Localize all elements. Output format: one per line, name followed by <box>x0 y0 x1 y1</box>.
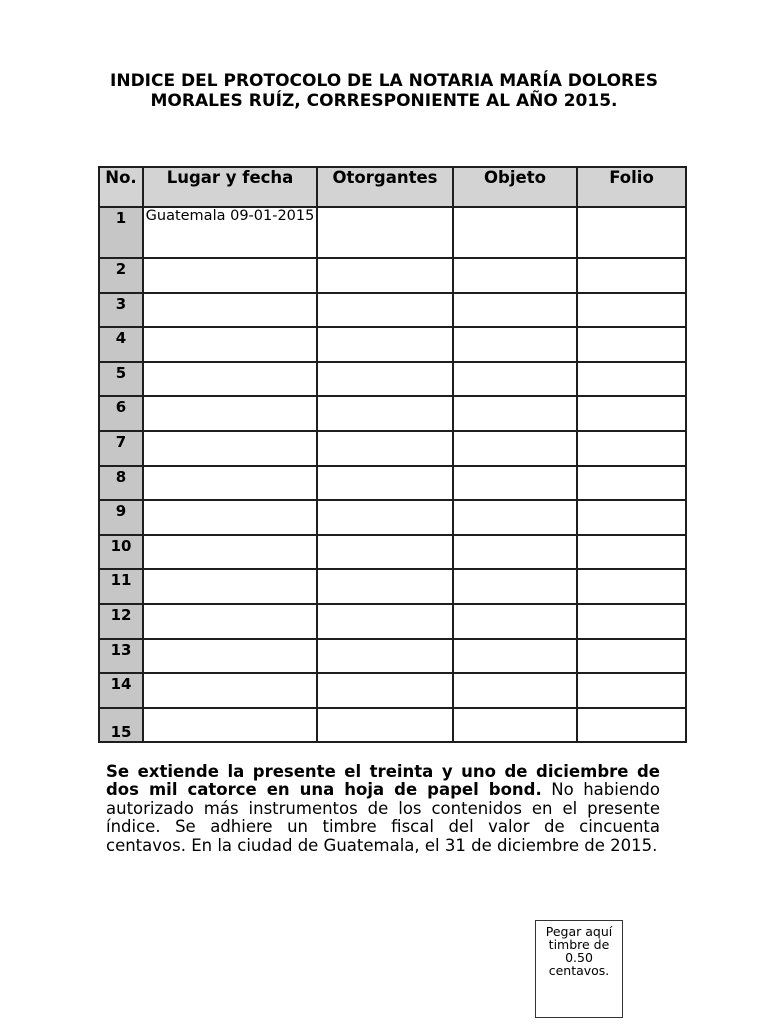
closing-bold-text: Se extiende la presente el treinta y uno de diciembre de dos mil catorce en una hoja de papel bond. <box>106 762 660 800</box>
table-row <box>99 362 686 397</box>
table-row <box>99 569 686 604</box>
object-cell <box>453 500 577 535</box>
grantors-cell <box>317 500 453 535</box>
place-date-cell <box>143 604 317 639</box>
object-cell <box>453 604 577 639</box>
grantors-cell <box>317 293 453 328</box>
row-number-cell: 15 <box>99 708 143 743</box>
row-number-cell: 7 <box>99 431 143 466</box>
place-date-cell <box>143 396 317 431</box>
grantors-cell <box>317 431 453 466</box>
object-cell <box>453 466 577 501</box>
grantors-cell <box>317 604 453 639</box>
grantors-cell <box>317 327 453 362</box>
object-cell <box>453 293 577 328</box>
table-row <box>99 639 686 674</box>
folio-cell <box>577 396 686 431</box>
folio-cell <box>577 293 686 328</box>
folio-cell <box>577 258 686 293</box>
grantors-cell <box>317 673 453 708</box>
folio-cell <box>577 327 686 362</box>
row-number-cell: 9 <box>99 500 143 535</box>
table-row <box>99 293 686 328</box>
grantors-cell <box>317 396 453 431</box>
table-row <box>99 327 686 362</box>
row-number-cell: 6 <box>99 396 143 431</box>
row-number-cell: 12 <box>99 604 143 639</box>
header-object: Objeto <box>453 167 577 207</box>
object-cell <box>453 431 577 466</box>
place-date-cell <box>143 431 317 466</box>
object-cell <box>453 207 577 258</box>
table-header-row <box>99 167 686 207</box>
object-cell <box>453 362 577 397</box>
header-place-date: Lugar y fecha <box>143 167 317 207</box>
row-number-cell: 1 <box>99 207 143 258</box>
object-cell <box>453 569 577 604</box>
document-title: INDICE DEL PROTOCOLO DE LA NOTARIA MARÍA DOLORES MORALES RUÍZ, CORRESPONIENTE AL AÑO 2015. <box>110 71 658 111</box>
object-cell <box>453 708 577 743</box>
object-cell <box>453 327 577 362</box>
object-cell <box>453 258 577 293</box>
table-row <box>99 207 686 258</box>
row-number-cell: 3 <box>99 293 143 328</box>
folio-cell <box>577 708 686 743</box>
place-date-cell <box>143 362 317 397</box>
row-number-cell: 13 <box>99 639 143 674</box>
table-row <box>99 431 686 466</box>
closing-paragraph <box>106 763 660 855</box>
folio-cell <box>577 673 686 708</box>
folio-cell <box>577 466 686 501</box>
place-date-cell <box>143 639 317 674</box>
header-number: No. <box>99 167 143 207</box>
table-row <box>99 535 686 570</box>
place-date-cell: Guatemala 09-01-2015 <box>143 207 317 258</box>
table-row <box>99 258 686 293</box>
row-number-cell: 4 <box>99 327 143 362</box>
grantors-cell <box>317 362 453 397</box>
folio-cell <box>577 535 686 570</box>
place-date-cell <box>143 500 317 535</box>
row-number-cell: 10 <box>99 535 143 570</box>
folio-cell <box>577 604 686 639</box>
object-cell <box>453 639 577 674</box>
place-date-cell <box>143 293 317 328</box>
fiscal-stamp-box: Pegar aquí timbre de 0.50 centavos. <box>535 920 623 1018</box>
grantors-cell <box>317 535 453 570</box>
protocol-index-table <box>98 166 687 743</box>
place-date-cell <box>143 466 317 501</box>
closing-normal-text: No habiendo autorizado más instrumentos de los contenidos en el presente índice. Se adhiere un timbre fiscal del valor de cincuenta centavos. En la ciudad de Guatemala, el 31 de diciembre de 2015. <box>106 780 660 855</box>
folio-cell <box>577 639 686 674</box>
folio-cell <box>577 362 686 397</box>
place-date-cell <box>143 327 317 362</box>
folio-cell <box>577 569 686 604</box>
table-row <box>99 396 686 431</box>
object-cell <box>453 396 577 431</box>
folio-cell <box>577 207 686 258</box>
table-row <box>99 708 686 743</box>
object-cell <box>453 535 577 570</box>
folio-cell <box>577 500 686 535</box>
row-number-cell: 5 <box>99 362 143 397</box>
place-date-cell <box>143 708 317 743</box>
row-number-cell: 2 <box>99 258 143 293</box>
grantors-cell <box>317 207 453 258</box>
row-number-cell: 11 <box>99 569 143 604</box>
table-row <box>99 604 686 639</box>
table-row <box>99 673 686 708</box>
grantors-cell <box>317 639 453 674</box>
grantors-cell <box>317 569 453 604</box>
row-number-cell: 8 <box>99 466 143 501</box>
row-number-cell: 14 <box>99 673 143 708</box>
object-cell <box>453 673 577 708</box>
table-row <box>99 500 686 535</box>
folio-cell <box>577 431 686 466</box>
header-grantors: Otorgantes <box>317 167 453 207</box>
header-folio: Folio <box>577 167 686 207</box>
place-date-cell <box>143 569 317 604</box>
place-date-cell <box>143 673 317 708</box>
grantors-cell <box>317 258 453 293</box>
place-date-cell <box>143 535 317 570</box>
grantors-cell <box>317 466 453 501</box>
grantors-cell <box>317 708 453 743</box>
table-row <box>99 466 686 501</box>
place-date-cell <box>143 258 317 293</box>
